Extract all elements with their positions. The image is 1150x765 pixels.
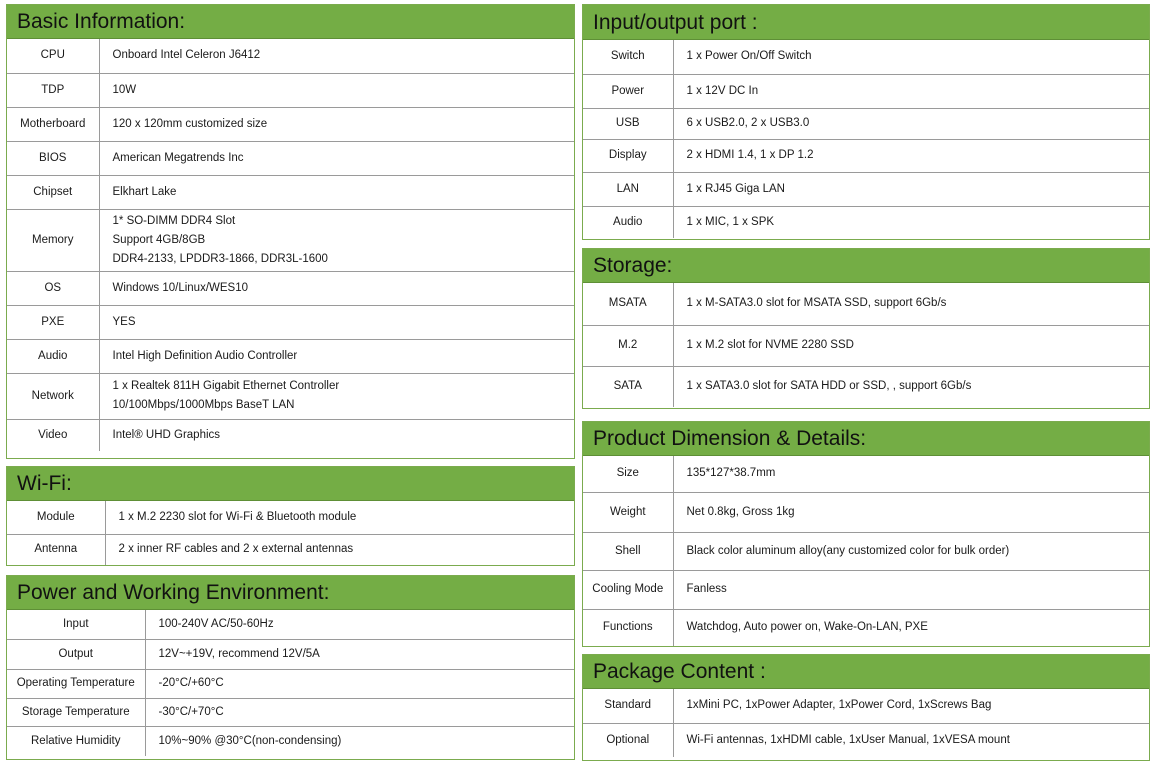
spec-value [145,669,574,698]
spec-value [99,209,574,271]
spec-value-line: Black color aluminum alloy(any customized color for bulk order) [686,544,1010,557]
spec-value-line: Fanless [686,583,727,595]
spec-value [145,639,574,669]
spec-row [583,325,1149,366]
spec-value [145,698,574,726]
spec-row [583,366,1149,407]
spec-row [583,723,1149,757]
spec-label: BIOS [7,141,99,175]
io-port-section [582,4,1150,240]
spec-label: Cooling Mode [583,570,673,609]
spec-value [673,74,1149,108]
spec-label: Module [7,501,105,534]
spec-row [7,175,574,209]
spec-row [583,492,1149,532]
spec-value-line: 1 x M.2 2230 slot for Wi-Fi & Bluetooth module [118,510,357,523]
spec-row [7,534,574,565]
spec-row [7,698,574,726]
spec-value-line: Intel® UHD Graphics [112,428,221,441]
spec-row [7,305,574,339]
basic-information-table [7,39,574,451]
wifi-table [7,501,574,565]
spec-label: Operating Temperature [7,669,145,698]
spec-value-line: 12V~+19V, recommend 12V/5A [158,647,320,660]
spec-value-line: 1xMini PC, 1xPower Adapter, 1xPower Cord, 1xScrews Bag [686,699,992,712]
spec-value-line: 2 x inner RF cables and 2 x external antennas [118,543,354,556]
spec-row [583,609,1149,646]
spec-value [673,532,1149,570]
spec-value [673,108,1149,139]
product-dimension-title: Product Dimension & Details: [583,422,1149,456]
spec-row [7,141,574,175]
spec-value-line: 135*127*38.7mm [686,467,776,480]
spec-row [583,172,1149,206]
spec-row [583,689,1149,723]
spec-value [673,609,1149,646]
spec-row [583,139,1149,172]
io-port-table [583,40,1149,238]
package-content-section [582,654,1150,761]
spec-value-line: 1 x MIC, 1 x SPK [686,215,775,228]
spec-row [583,74,1149,108]
spec-value-line: 1 x 12V DC In [686,84,759,97]
spec-label: OS [7,271,99,305]
spec-label: Motherboard [7,107,99,141]
spec-value-line: 6 x USB2.0, 2 x USB3.0 [686,117,810,129]
spec-value-line: 1 x M.2 slot for NVME 2280 SSD [686,339,854,351]
basic-information-title: Basic Information: [7,5,574,39]
spec-label: Audio [7,339,99,373]
spec-row [7,501,574,534]
spec-value [99,73,574,107]
spec-label: CPU [7,39,99,73]
spec-row [583,206,1149,238]
spec-label: Weight [583,492,673,532]
spec-label: TDP [7,73,99,107]
spec-value [673,723,1149,757]
spec-row [583,570,1149,609]
io-port-title: Input/output port : [583,5,1149,40]
spec-value [673,366,1149,407]
spec-value-line: Intel High Definition Audio Controller [112,349,298,362]
spec-label: PXE [7,305,99,339]
spec-row [583,283,1149,325]
product-dimension-section [582,421,1150,647]
spec-label: USB [583,108,673,139]
spec-label: Output [7,639,145,669]
spec-row [7,373,574,419]
spec-row [7,639,574,669]
spec-label: Input [7,610,145,639]
spec-value-line: DDR4-2133, LPDDR3-1866, DDR3L-1600 [112,252,328,265]
wifi-section [6,466,575,566]
power-environment-title: Power and Working Environment: [7,576,574,610]
spec-label: Power [583,74,673,108]
spec-label: SATA [583,366,673,407]
spec-value [99,39,574,73]
spec-label: Optional [583,723,673,757]
spec-row [7,73,574,107]
spec-value [673,139,1149,172]
spec-value-line: 1 x M-SATA3.0 slot for MSATA SSD, support 6Gb/s [686,297,947,310]
storage-table [583,283,1149,407]
spec-label: Video [7,419,99,451]
spec-value-line: 1 x RJ45 Giga LAN [686,182,785,195]
spec-value [105,534,574,565]
spec-value [145,610,574,639]
spec-row [7,339,574,373]
spec-value [673,172,1149,206]
power-environment-table [7,610,574,756]
spec-label: Display [583,139,673,172]
spec-value [105,501,574,534]
spec-row [583,108,1149,139]
spec-value-line: 1 x Power On/Off Switch [686,50,812,63]
spec-value [673,40,1149,74]
spec-value-line: Wi-Fi antennas, 1xHDMI cable, 1xUser Manual, 1xVESA mount [686,733,1010,746]
spec-value-line: 10W [112,83,137,96]
power-environment-section [6,575,575,760]
spec-value [145,726,574,756]
storage-section [582,248,1150,409]
spec-value-line: 1 x SATA3.0 slot for SATA HDD or SSD, , support 6Gb/s [686,380,972,393]
spec-label: Switch [583,40,673,74]
spec-row [7,669,574,698]
spec-label: Functions [583,609,673,646]
spec-value [673,689,1149,723]
spec-value-line: Support 4GB/8GB [112,233,206,246]
spec-label: Audio [583,206,673,238]
spec-value-line: 120 x 120mm customized size [112,117,268,130]
spec-value [99,271,574,305]
spec-label: M.2 [583,325,673,366]
spec-value [673,325,1149,366]
spec-value-line: American Megatrends Inc [112,151,244,164]
spec-value-line: Net 0.8kg, Gross 1kg [686,505,795,518]
spec-label: Size [583,456,673,492]
spec-row [7,39,574,73]
spec-value [99,107,574,141]
basic-information-section [6,4,575,459]
spec-value [99,419,574,451]
package-content-table [583,689,1149,757]
spec-row [583,456,1149,492]
spec-value-line: Windows 10/Linux/WES10 [112,281,249,294]
spec-label: Storage Temperature [7,698,145,726]
spec-row [583,532,1149,570]
spec-value-line: 2 x HDMI 1.4, 1 x DP 1.2 [686,149,814,161]
spec-label: Chipset [7,175,99,209]
spec-row [7,610,574,639]
spec-label: Shell [583,532,673,570]
spec-value [673,456,1149,492]
wifi-title: Wi-Fi: [7,467,574,501]
package-content-title: Package Content : [583,655,1149,689]
spec-value [673,206,1149,238]
spec-value [99,373,574,419]
spec-value-line: 100-240V AC/50-60Hz [158,617,274,630]
spec-label: LAN [583,172,673,206]
spec-value [99,339,574,373]
spec-value-line: 1* SO-DIMM DDR4 Slot [112,214,236,227]
spec-value-line: -20°C/+60°C [158,677,224,689]
spec-value [673,492,1149,532]
spec-value [99,305,574,339]
spec-row [7,419,574,451]
spec-row [7,271,574,305]
spec-row [7,209,574,271]
spec-value-line: 10%~90% @30°C(non-condensing) [158,734,342,747]
spec-value [673,283,1149,325]
spec-value-line: Onboard Intel Celeron J6412 [112,49,261,62]
spec-row [7,726,574,756]
spec-value-line: -30°C/+70°C [158,705,224,718]
spec-label: Memory [7,209,99,271]
product-dimension-table [583,456,1149,646]
spec-row [583,40,1149,74]
spec-value-line: 10/100Mbps/1000Mbps BaseT LAN [112,399,295,411]
spec-row [7,107,574,141]
spec-value-line: 1 x Realtek 811H Gigabit Ethernet Controller [112,380,340,392]
spec-value [99,175,574,209]
spec-label: Relative Humidity [7,726,145,756]
spec-label: Antenna [7,534,105,565]
spec-value-line: YES [112,315,136,328]
spec-value-line: Watchdog, Auto power on, Wake-On-LAN, PXE [686,621,928,634]
spec-label: Standard [583,689,673,723]
spec-label: Network [7,373,99,419]
spec-label: MSATA [583,283,673,325]
storage-title: Storage: [583,249,1149,283]
spec-value-line: Elkhart Lake [112,185,177,198]
spec-value [673,570,1149,609]
spec-value [99,141,574,175]
